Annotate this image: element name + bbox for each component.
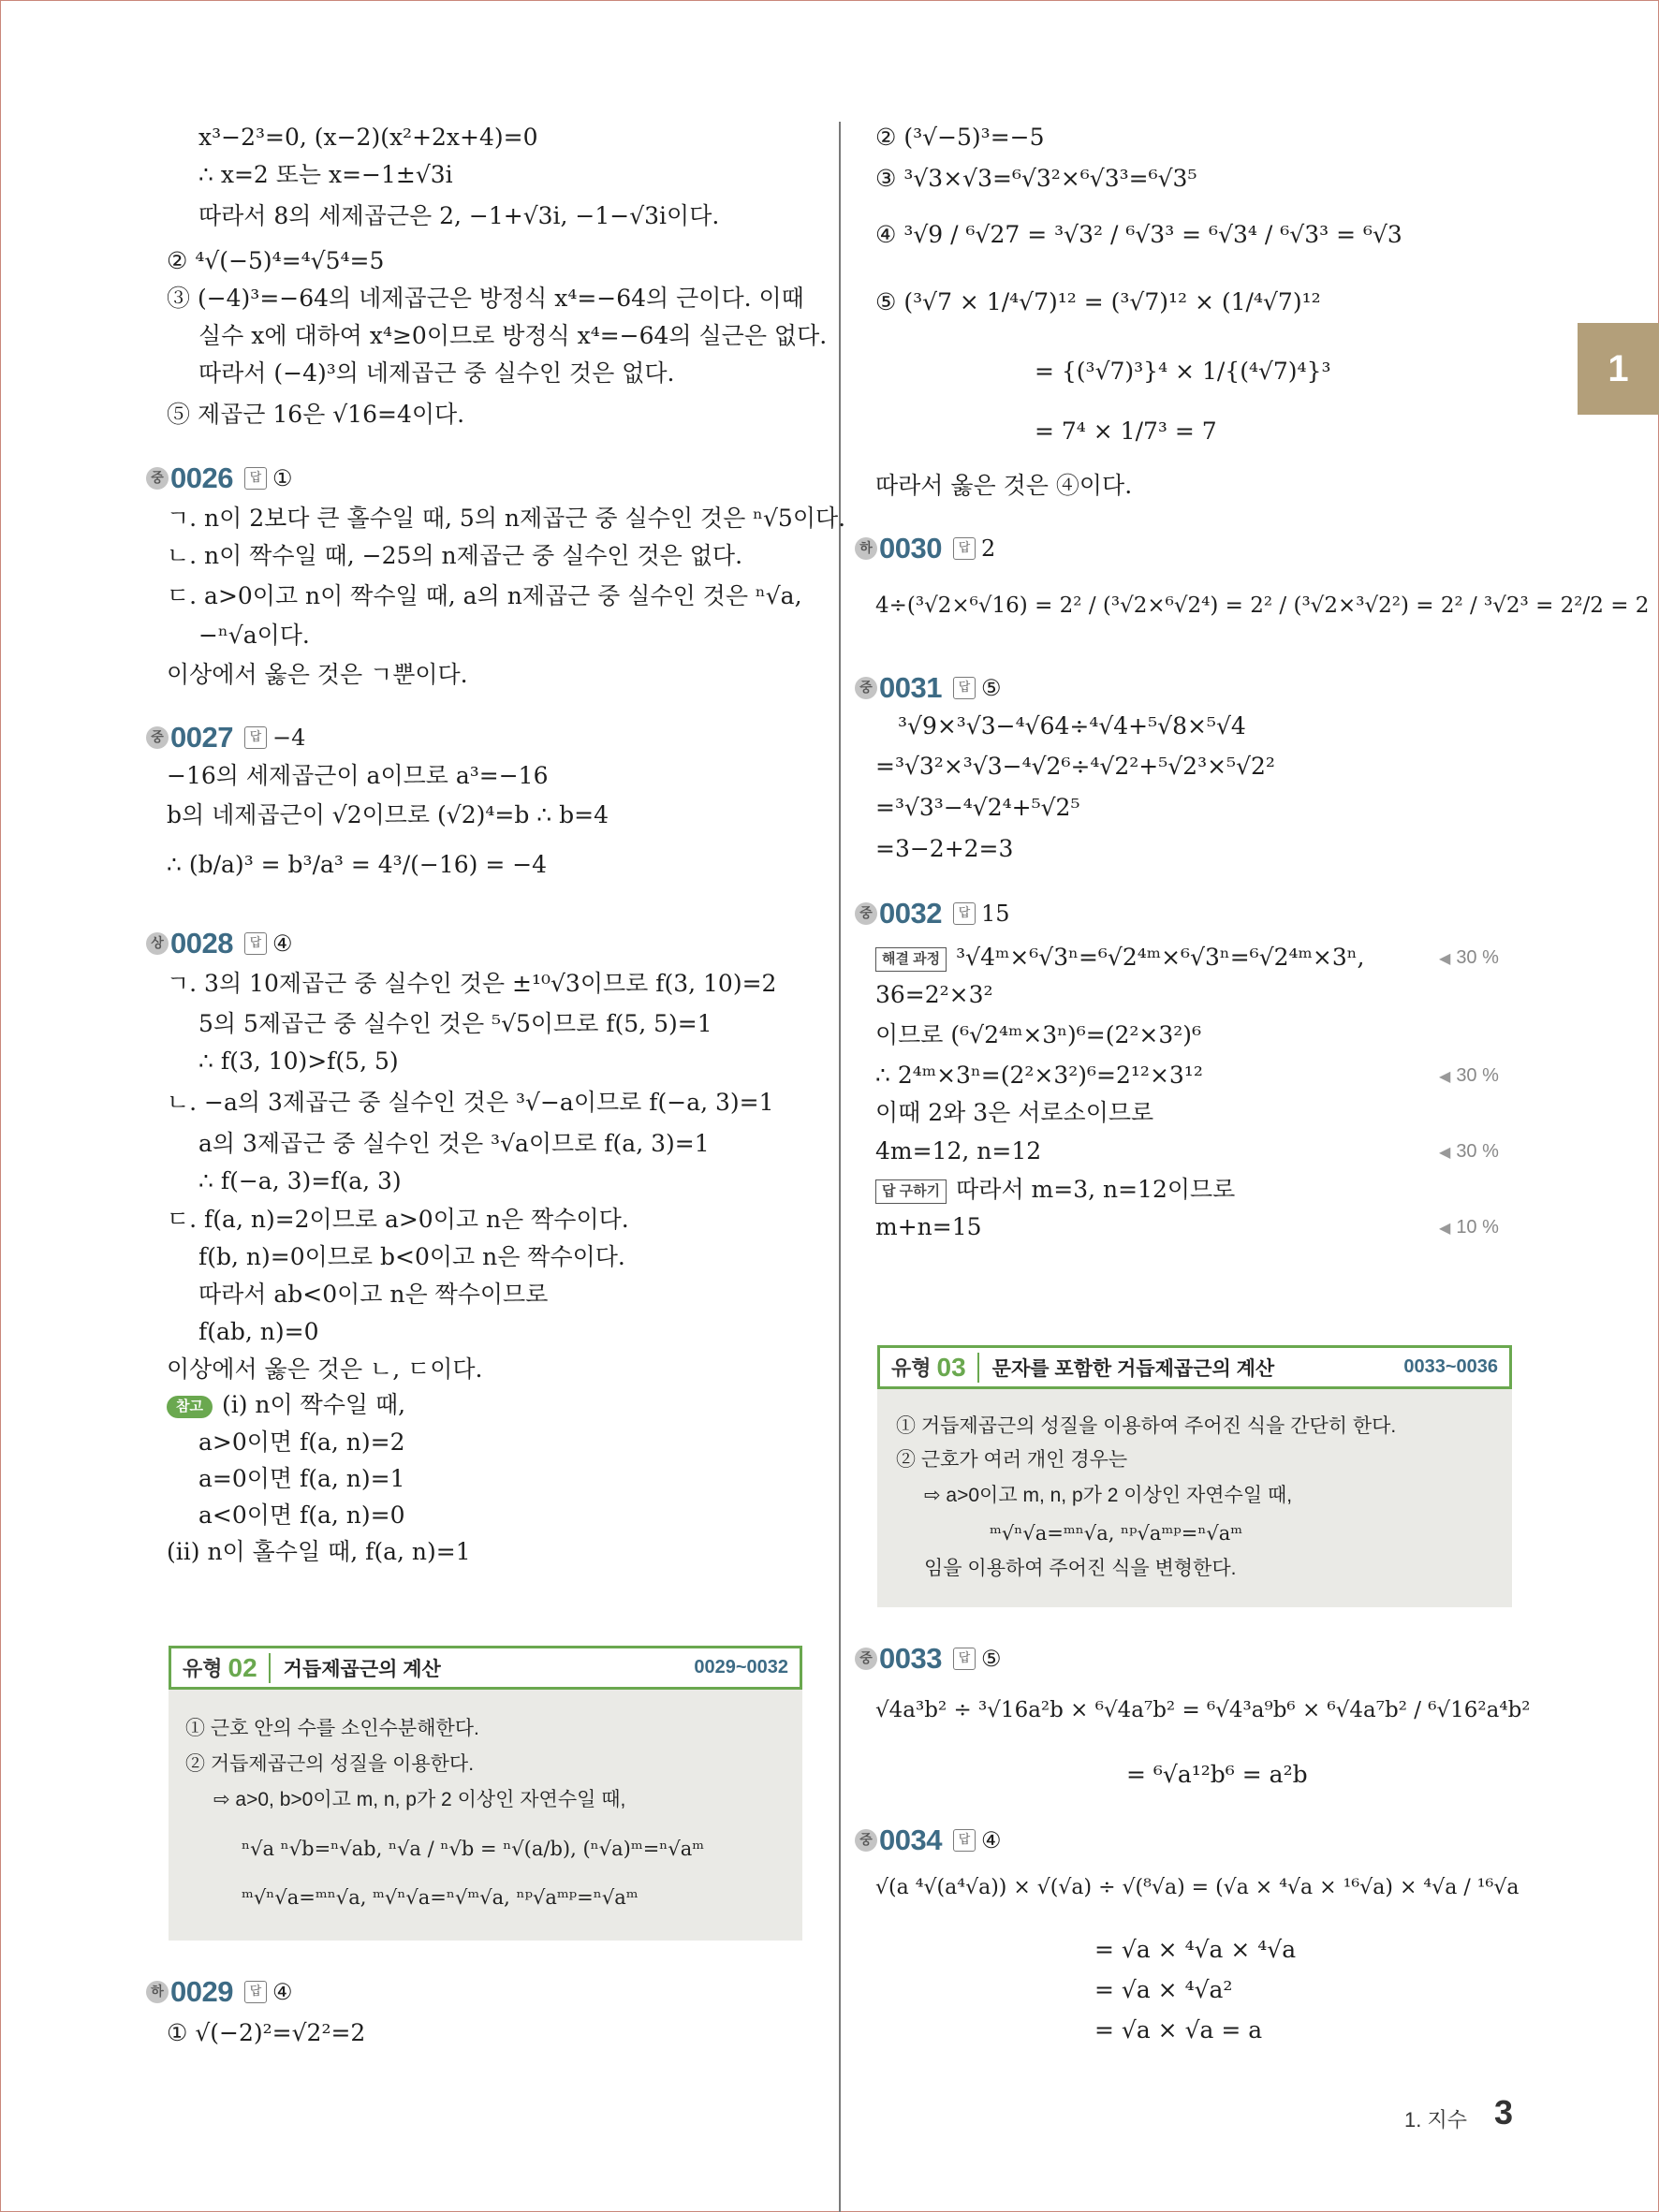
problem-number: 0030 <box>879 532 942 564</box>
problem-number: 0029 <box>170 1975 233 2008</box>
text-line: a의 3제곱근 중 실수인 것은 ³√a이므로 f(a, 3)=1 <box>198 1130 710 1157</box>
text-line: −16의 세제곱근이 a이므로 a³=−16 <box>167 762 549 789</box>
type-formula: ᵐ√ⁿ√a=ᵐⁿ√a, ⁿᵖ√aᵐᵖ=ⁿ√aᵐ <box>990 1522 1243 1545</box>
problem-number: 0033 <box>879 1642 942 1675</box>
solution-line <box>875 940 1365 975</box>
text-line: ⑤ 제곱근 16은 √16=4이다. <box>167 401 465 428</box>
type-formula: ᵐ√ⁿ√a=ᵐⁿ√a, ᵐ√ⁿ√a=ⁿ√ᵐ√a, ⁿᵖ√aᵐᵖ=ⁿ√aᵐ <box>242 1886 639 1909</box>
text-line: a=0이면 f(a, n)=1 <box>198 1465 405 1492</box>
text-line: a<0이면 f(a, n)=0 <box>198 1502 405 1529</box>
text-line: 이상에서 옳은 것은 ㄱ뿐이다. <box>167 661 468 688</box>
solution-line <box>875 1172 1235 1208</box>
text: ³√4ᵐ×⁶√3ⁿ=⁶√2⁴ᵐ×⁶√3ⁿ=⁶√2⁴ᵐ×3ⁿ, <box>956 944 1365 971</box>
text-line: =3−2+2=3 <box>875 835 1014 862</box>
difficulty-badge: 하 <box>855 537 877 560</box>
text-line: ∴ (b/a)³ = b³/a³ = 4³/(−16) = −4 <box>167 851 548 878</box>
answer-icon: 답 <box>953 902 976 925</box>
type-range: 0033~0036 <box>1403 1356 1498 1377</box>
answer-value: 15 <box>980 901 1010 927</box>
problem-header-0031 <box>855 669 1001 707</box>
triangle-left-icon: ◀ <box>1439 1145 1451 1161</box>
text-line: (ⅱ) n이 홀수일 때, f(a, n)=1 <box>167 1538 471 1565</box>
text-line: = ⁶√a¹²b⁶ = a²b <box>1126 1761 1308 1788</box>
problem-header-0032 <box>855 895 1010 932</box>
note-text: (ⅰ) n이 짝수일 때, <box>221 1391 406 1418</box>
note-line <box>167 1387 405 1423</box>
answer-value: ① <box>272 465 293 491</box>
answer-value: ④ <box>272 1979 293 2005</box>
text-line: 이므로 (⁶√2⁴ᵐ×3ⁿ)⁶=(2²×3²)⁶ <box>875 1021 1202 1048</box>
score-percent: ◀ 30 % <box>1439 1065 1499 1086</box>
text-line: ㄱ. n이 2보다 큰 홀수일 때, 5의 n제곱근 중 실수인 것은 ⁿ√5이다. <box>167 505 846 532</box>
type-header <box>169 1648 802 1690</box>
problem-header-0030 <box>855 530 995 567</box>
triangle-left-icon: ◀ <box>1439 1221 1451 1237</box>
text-line: 따라서 옳은 것은 ④이다. <box>875 472 1133 499</box>
text-line: ㄴ. n이 짝수일 때, −25의 n제곱근 중 실수인 것은 없다. <box>167 542 743 569</box>
text-line: b의 네제곱근이 √2이므로 (√2)⁴=b ∴ b=4 <box>167 801 609 828</box>
text-line: 4m=12, n=12 <box>875 1137 1042 1165</box>
answer-value: ④ <box>272 930 293 957</box>
answer-tag: 답 구하기 <box>875 1179 947 1204</box>
type-range: 0029~0032 <box>694 1657 788 1677</box>
text-line: =³√3²×³√3−⁴√2⁶÷⁴√2²+⁵√2³×⁵√2² <box>875 753 1275 780</box>
text-line: ∴ f(−a, 3)=f(a, 3) <box>198 1167 402 1194</box>
score-percent: ◀ 10 % <box>1439 1217 1499 1238</box>
type-text-line: ② 거듭제곱근의 성질을 이용한다. <box>185 1753 475 1775</box>
text-line: x³−2³=0, (x−2)(x²+2x+4)=0 <box>198 124 538 151</box>
text-line: 실수 x에 대하여 x⁴≥0이므로 방정식 x⁴=−64의 실근은 없다. <box>198 322 828 349</box>
text-line: √(a ⁴√(a⁴√a)) × √(√a) ÷ √(⁸√a) = (√a × ⁴√a × ¹⁶√a) × ⁴√a / ¹⁶√a <box>875 1876 1520 1899</box>
type-text-line: ⇨ a>0, b>0이고 m, n, p가 2 이상인 자연수일 때, <box>213 1789 626 1810</box>
type-box-03 <box>877 1345 1512 1607</box>
text-line: 4÷(³√2×⁶√16) = 2² / (³√2×⁶√2⁴) = 2² / (³√2×³√2²) = 2² / ³√2³ = 2²/2 = 2 <box>875 593 1650 618</box>
text-line: 따라서 (−4)³의 네제곱근 중 실수인 것은 없다. <box>198 359 675 387</box>
answer-icon: 답 <box>953 537 976 560</box>
text-line: 이상에서 옳은 것은 ㄴ, ㄷ이다. <box>167 1355 483 1383</box>
text-line: = {(³√7)³}⁴ × 1/{(⁴√7)⁴}³ <box>1035 358 1331 385</box>
text-line: ³√9×³√3−⁴√64÷⁴√4+⁵√8×⁵√4 <box>898 712 1246 740</box>
text: 따라서 m=3, n=12이므로 <box>956 1176 1236 1203</box>
problem-header-0034 <box>855 1822 1001 1859</box>
text-line: ㄷ. f(a, n)=2이므로 a>0이고 n은 짝수이다. <box>167 1206 629 1233</box>
type-header <box>877 1348 1512 1389</box>
text-line: 이때 2와 3은 서로소이므로 <box>875 1099 1154 1126</box>
type-text-line: 임을 이용하여 주어진 식을 변형한다. <box>924 1558 1237 1579</box>
answer-icon: 답 <box>244 932 267 955</box>
answer-value: −4 <box>272 725 306 751</box>
note-tag: 참고 <box>167 1396 213 1418</box>
answer-icon: 답 <box>953 1829 976 1852</box>
problem-number: 0031 <box>879 671 942 704</box>
triangle-left-icon: ◀ <box>1439 951 1451 967</box>
text-line: a>0이면 f(a, n)=2 <box>198 1428 405 1456</box>
page-number: 3 <box>1494 2093 1514 2131</box>
problem-number: 0032 <box>879 897 942 930</box>
chapter-tab: 1 <box>1578 323 1659 415</box>
type-label: 유형 <box>183 1657 223 1680</box>
text-line: ③ ³√3×√3=⁶√3²×⁶√3³=⁶√3⁵ <box>875 165 1197 192</box>
footer-chapter-title: 1. 지수 <box>1404 2108 1467 2131</box>
text-line: −ⁿ√a이다. <box>198 622 310 649</box>
text-line: 5의 5제곱근 중 실수인 것은 ⁵√5이므로 f(5, 5)=1 <box>198 1010 712 1037</box>
problem-number: 0027 <box>170 721 233 754</box>
answer-icon: 답 <box>244 726 267 749</box>
answer-icon: 답 <box>244 1981 267 2003</box>
type-text-line: ⇨ a>0이고 m, n, p가 2 이상인 자연수일 때, <box>924 1485 1293 1506</box>
answer-icon: 답 <box>953 677 976 699</box>
text-line: = √a × √a = a <box>1094 2016 1263 2044</box>
answer-icon: 답 <box>953 1648 976 1670</box>
text-line: ∴ 2⁴ᵐ×3ⁿ=(2²×3²)⁶=2¹²×3¹² <box>875 1062 1203 1089</box>
type-box-02 <box>169 1646 802 1941</box>
text-line: ① √(−2)²=√2²=2 <box>167 2019 366 2046</box>
problem-header-0027 <box>146 719 305 756</box>
difficulty-badge: 중 <box>855 902 877 925</box>
text-line: = √a × ⁴√a × ⁴√a <box>1094 1936 1297 1963</box>
answer-value: 2 <box>980 535 996 562</box>
text-line: 따라서 ab<0이고 n은 짝수이므로 <box>198 1281 549 1308</box>
type-label: 유형 <box>891 1356 932 1380</box>
type-number: 02 <box>228 1653 271 1683</box>
text-line: f(b, n)=0이므로 b<0이고 n은 짝수이다. <box>198 1243 625 1270</box>
type-text-line: ② 근호가 여러 개인 경우는 <box>896 1449 1128 1471</box>
text-line: ㄱ. 3의 10제곱근 중 실수인 것은 ±¹⁰√3이므로 f(3, 10)=2 <box>167 970 777 997</box>
difficulty-badge: 중 <box>146 467 169 490</box>
problem-number: 0034 <box>879 1824 942 1856</box>
type-text-line: ① 근호 안의 수를 소인수분해한다. <box>185 1718 479 1739</box>
type-formula: ⁿ√a ⁿ√b=ⁿ√ab, ⁿ√a / ⁿ√b = ⁿ√(a/b), (ⁿ√a)ᵐ=ⁿ√aᵐ <box>242 1838 705 1860</box>
process-tag: 해결 과정 <box>875 947 947 972</box>
text-line: √4a³b² ÷ ³√16a²b × ⁶√4a⁷b² = ⁶√4³a⁹b⁶ × ⁶√4a⁷b² / ⁶√16²a⁴b² <box>875 1698 1531 1722</box>
text-line: = √a × ⁴√a² <box>1094 1976 1233 2003</box>
text-line: ㄷ. a>0이고 n이 짝수일 때, a의 n제곱근 중 실수인 것은 ⁿ√a, <box>167 582 802 609</box>
column-divider <box>839 122 841 2212</box>
type-number: 03 <box>937 1353 979 1383</box>
text-line: ∴ x=2 또는 x=−1±√3i <box>198 161 453 188</box>
problem-header-0028 <box>146 925 292 962</box>
answer-icon: 답 <box>244 467 267 490</box>
difficulty-badge: 중 <box>855 677 877 699</box>
text-line: = 7⁴ × 1/7³ = 7 <box>1035 417 1217 445</box>
answer-value: ④ <box>980 1827 1002 1853</box>
problem-number: 0028 <box>170 927 233 960</box>
type-title: 거듭제곱근의 계산 <box>283 1658 441 1680</box>
score-percent: ◀ 30 % <box>1439 947 1499 968</box>
problem-header-0029 <box>146 1973 292 2011</box>
type-text-line: ① 거듭제곱근의 성질을 이용하여 주어진 식을 간단히 한다. <box>896 1415 1397 1437</box>
text-line: ㄴ. −a의 3제곱근 중 실수인 것은 ³√−a이므로 f(−a, 3)=1 <box>167 1089 774 1116</box>
text-line: ∴ f(3, 10)>f(5, 5) <box>198 1047 399 1075</box>
difficulty-badge: 하 <box>146 1981 169 2003</box>
type-title: 문자를 포함한 거듭제곱근의 계산 <box>991 1357 1275 1380</box>
text-line: =³√3³−⁴√2⁴+⁵√2⁵ <box>875 794 1080 821</box>
text-line: ② ⁴√(−5)⁴=⁴√5⁴=5 <box>167 247 385 274</box>
answer-value: ⑤ <box>980 1646 1002 1672</box>
difficulty-badge: 중 <box>855 1829 877 1852</box>
text-line: ② (³√−5)³=−5 <box>875 124 1045 151</box>
text-line: 36=2²×3² <box>875 981 993 1008</box>
difficulty-badge: 중 <box>146 726 169 749</box>
difficulty-badge: 중 <box>855 1648 877 1670</box>
text-line: m+n=15 <box>875 1213 982 1240</box>
problem-number: 0026 <box>170 461 233 494</box>
difficulty-badge: 상 <box>146 932 169 955</box>
problem-header-0026 <box>146 460 292 497</box>
score-percent: ◀ 30 % <box>1439 1141 1499 1162</box>
text-line: ⑤ (³√7 × 1/⁴√7)¹² = (³√7)¹² × (1/⁴√7)¹² <box>875 288 1321 315</box>
text-line: 따라서 8의 세제곱근은 2, −1+√3i, −1−√3i이다. <box>198 202 720 229</box>
problem-header-0033 <box>855 1640 1001 1677</box>
text-line: ③ (−4)³=−64의 네제곱근은 방정식 x⁴=−64의 근이다. 이때 <box>167 285 804 312</box>
triangle-left-icon: ◀ <box>1439 1069 1451 1085</box>
text-line: f(ab, n)=0 <box>198 1318 319 1345</box>
answer-value: ⑤ <box>980 675 1002 701</box>
text-line: ④ ³√9 / ⁶√27 = ³√3² / ⁶√3³ = ⁶√3⁴ / ⁶√3³ = ⁶√3 <box>875 221 1402 248</box>
